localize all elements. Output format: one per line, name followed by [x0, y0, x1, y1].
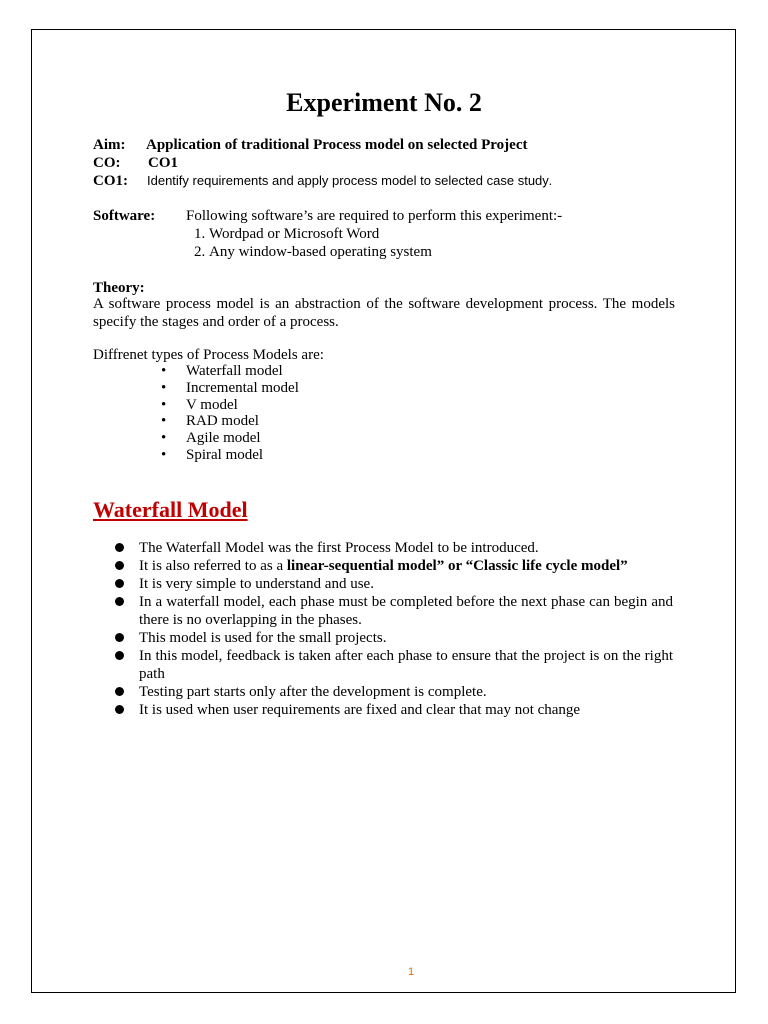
bullet-dot-icon — [115, 579, 124, 588]
list-item: • Spiral model — [161, 446, 264, 463]
list-item: • Agile model — [161, 430, 261, 447]
bullet-icon: • — [161, 430, 167, 447]
list-item: • V model — [161, 396, 238, 413]
list-item: Testing part starts only after the development is complete. — [115, 683, 673, 701]
bullet-dot-icon — [115, 687, 124, 696]
bullet-dot-icon — [115, 651, 124, 660]
list-item: • Waterfall model — [161, 363, 283, 379]
aim-label: Aim: — [93, 137, 126, 153]
co-row — [93, 154, 178, 172]
list-item: In a waterfall model, each phase must be completed before the next phase can begin and there is no overlapping in the phases. — [115, 593, 673, 629]
co1-period: . — [548, 173, 553, 188]
page-title: Experiment No. 2 — [286, 88, 482, 117]
bullet-icon: • — [161, 446, 167, 463]
software-description: Following software’s are required to perform this experiment:- — [186, 208, 563, 224]
waterfall-heading: Waterfall Model — [93, 497, 248, 522]
bullet-dot-icon — [115, 705, 124, 714]
list-item: In this model, feedback is taken after each phase to ensure that the project is on the right path — [115, 647, 673, 683]
bullet-dot-icon — [115, 561, 124, 570]
co1-value: Identify requirements and apply process model to selected case study — [147, 173, 549, 188]
model-types-intro: Diffrenet types of Process Models are: — [93, 347, 324, 363]
list-item: It is also referred to as a linear-sequential model” or “Classic life cycle model” — [115, 557, 673, 575]
software-list — [186, 225, 609, 261]
co1-row — [93, 172, 552, 190]
software-item: 1. Wordpad or Microsoft Word — [209, 225, 609, 243]
co1-label: CO1: — [93, 173, 128, 189]
bullet-icon: • — [161, 363, 167, 379]
software-item: 2. Any window-based operating system — [209, 243, 609, 261]
page-number: 1 — [407, 966, 415, 978]
bullet-icon: • — [161, 413, 167, 430]
bullet-dot-icon — [115, 633, 124, 642]
bullet-dot-icon — [115, 543, 124, 552]
list-item: It is used when user requirements are fixed and clear that may not change — [115, 701, 673, 719]
bullet-icon: • — [161, 396, 167, 413]
list-item: • RAD model — [161, 413, 259, 430]
software-label: Software: — [93, 208, 156, 224]
list-item: This model is used for the small projects. — [115, 629, 673, 647]
theory-heading: Theory: — [93, 280, 145, 296]
aim-value: Application of traditional Process model on selected Project — [146, 137, 528, 153]
theory-text: A software process model is an abstraction of the software development process. The models specify the stages and order of a process. — [93, 296, 675, 330]
waterfall-points — [115, 539, 673, 719]
list-item: The Waterfall Model was the first Process Model to be introduced. — [115, 539, 673, 557]
bullet-dot-icon — [115, 597, 124, 606]
co-label: CO: — [93, 155, 121, 171]
co-value: CO1 — [148, 155, 178, 171]
list-item: • Incremental model — [161, 379, 299, 396]
bullet-icon: • — [161, 379, 167, 396]
model-types-list — [161, 363, 299, 464]
list-item: It is very simple to understand and use. — [115, 575, 673, 593]
aim-row — [93, 136, 527, 154]
